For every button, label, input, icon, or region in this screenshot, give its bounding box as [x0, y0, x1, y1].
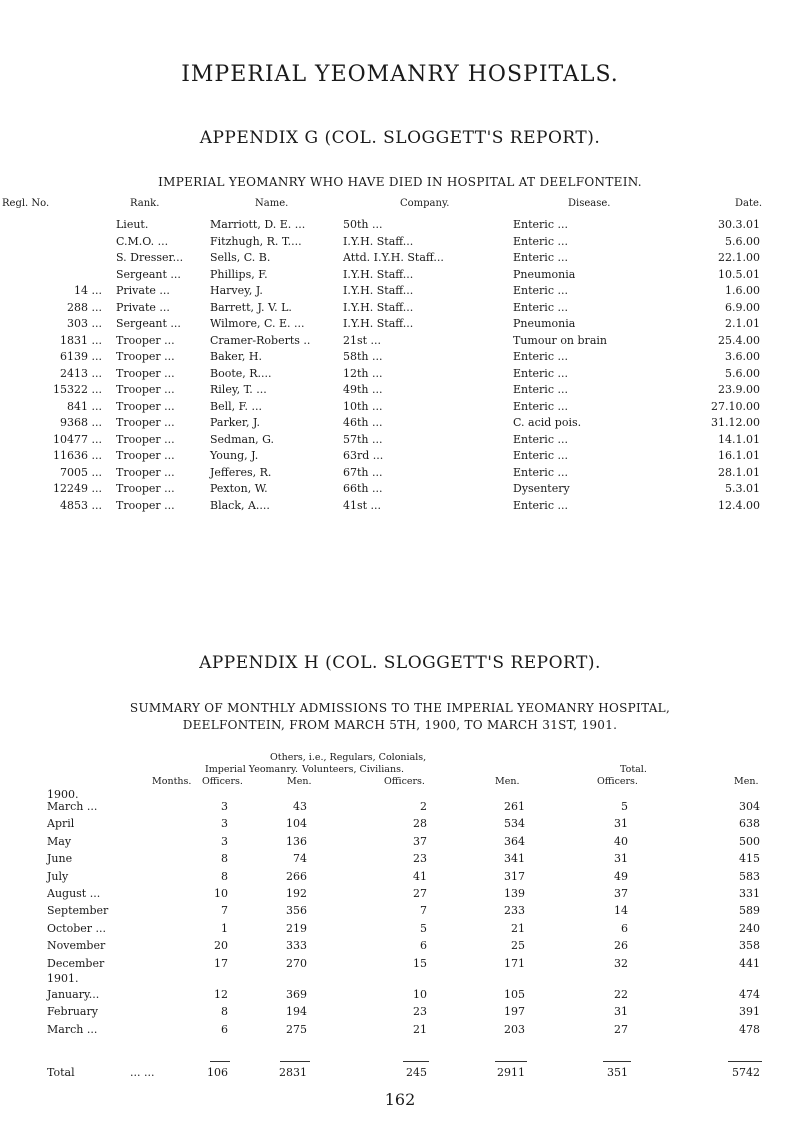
- header-others-officers: Officers.: [384, 776, 425, 787]
- cell-oth-men: 139: [504, 887, 525, 900]
- cell-tot-officers: 31: [614, 1005, 628, 1019]
- cell-imp-men: 356: [286, 904, 307, 918]
- year-1900-label: 1900.: [47, 788, 79, 801]
- cell-rank: Trooper ...: [116, 482, 175, 495]
- cell-name: Boote, R....: [210, 366, 272, 380]
- cell-disease: Dysentery: [513, 482, 570, 495]
- table-row: [0, 800, 800, 816]
- appendix-h-subheading-1: SUMMARY OF MONTHLY ADMISSIONS TO THE IMPERIAL YEOMANRY HOSPITAL,: [129, 701, 671, 715]
- cell-oth-officers: 41: [413, 869, 427, 883]
- cell-rank: Trooper ...: [116, 432, 175, 446]
- cell-date: 12.4.00: [718, 498, 760, 512]
- total-label: Total: [47, 1066, 75, 1079]
- cell-date: 3.6.00: [725, 350, 760, 363]
- cell-date: 31.12.00: [711, 416, 760, 429]
- page-title: IMPERIAL YEOMANRY HOSPITALS.: [181, 62, 619, 87]
- total-dots: ... ...: [130, 1066, 155, 1079]
- cell-imp-officers: 17: [214, 956, 228, 970]
- cell-name: Cramer-Roberts ..: [210, 333, 311, 347]
- cell-company: 66th ...: [343, 482, 383, 495]
- header-others-line1: Others, i.e., Regulars, Colonials,: [270, 752, 427, 763]
- cell-rank: Trooper ...: [116, 449, 175, 462]
- table-row: [0, 499, 800, 515]
- appendix-g-subheading: IMPERIAL YEOMANRY WHO HAVE DIED IN HOSPITAL AT DEELFONTEIN.: [158, 175, 642, 189]
- cell-imp-men: 192: [286, 887, 307, 900]
- table-row: [0, 852, 800, 868]
- cell-tot-officers: 5: [621, 800, 628, 813]
- total-rule-oth-men: [495, 1061, 527, 1062]
- cell-regl: 288 ...: [67, 300, 102, 314]
- header-total-men: Men.: [734, 776, 759, 787]
- table-row: [0, 317, 800, 333]
- table-row: [0, 235, 800, 251]
- cell-imp-men: 266: [286, 869, 307, 883]
- cell-date: 5.6.00: [725, 234, 760, 248]
- cell-month: May: [47, 834, 72, 848]
- cell-rank: Sergeant ...: [116, 317, 181, 330]
- table-row: [0, 251, 800, 267]
- cell-imp-men: 219: [286, 921, 307, 935]
- cell-company: I.Y.H. Staff...: [343, 267, 414, 281]
- cell-oth-men: 341: [504, 852, 525, 866]
- cell-tot-officers: 22: [614, 988, 628, 1001]
- cell-imp-men: 43: [293, 800, 307, 813]
- cell-name: Pexton, W.: [210, 482, 268, 495]
- cell-company: 57th ...: [343, 432, 383, 446]
- cell-imp-men: 369: [286, 988, 307, 1001]
- cell-company: 12th ...: [343, 366, 383, 380]
- cell-imp-men: 136: [286, 834, 307, 848]
- header-others-men: Men.: [495, 776, 520, 787]
- cell-tot-men: 589: [739, 904, 760, 918]
- cell-company: 49th ...: [343, 383, 383, 396]
- cell-oth-officers: 23: [413, 1005, 427, 1019]
- table-row: [0, 835, 800, 851]
- table-row: [0, 904, 800, 920]
- cell-oth-men: 197: [504, 1005, 525, 1019]
- cell-disease: Enteric ...: [513, 234, 568, 248]
- cell-rank: S. Dresser...: [116, 251, 184, 264]
- cell-disease: Enteric ...: [513, 284, 568, 297]
- cell-tot-men: 638: [739, 817, 760, 831]
- cell-imp-officers: 20: [214, 939, 228, 953]
- cell-company: I.Y.H. Staff...: [343, 234, 414, 248]
- cell-tot-officers: 26: [614, 939, 628, 953]
- cell-imp-men: 74: [293, 852, 307, 866]
- cell-disease: Enteric ...: [513, 449, 568, 462]
- cell-imp-men: 275: [286, 1022, 307, 1036]
- cell-name: Sells, C. B.: [210, 251, 271, 264]
- cell-tot-men: 415: [739, 852, 760, 866]
- cell-company: I.Y.H. Staff...: [343, 317, 414, 330]
- cell-company: 50th ...: [343, 218, 383, 231]
- cell-tot-men: 391: [739, 1005, 760, 1019]
- cell-date: 22.1.00: [718, 251, 760, 264]
- total-rule-oth-officers: [403, 1061, 429, 1062]
- cell-date: 5.3.01: [725, 482, 760, 495]
- cell-disease: Enteric ...: [513, 383, 568, 396]
- cell-oth-officers: 5: [420, 921, 427, 935]
- cell-oth-men: 105: [504, 988, 525, 1001]
- cell-rank: Trooper ...: [116, 465, 175, 479]
- cell-company: 21st ...: [343, 333, 382, 347]
- cell-name: Marriott, D. E. ...: [210, 218, 306, 231]
- cell-imp-men: 194: [286, 1005, 307, 1019]
- cell-name: Phillips, F.: [210, 267, 268, 281]
- col-header-company: Company.: [400, 198, 450, 209]
- total-rule-tot-officers: [603, 1061, 631, 1062]
- cell-oth-officers: 21: [413, 1022, 427, 1036]
- cell-tot-officers: 6: [621, 921, 628, 935]
- cell-company: 63rd ...: [343, 449, 384, 462]
- cell-date: 25.4.00: [718, 333, 760, 347]
- cell-date: 1.6.00: [725, 284, 760, 297]
- cell-date: 16.1.01: [718, 449, 760, 462]
- cell-rank: Trooper ...: [116, 350, 175, 363]
- cell-tot-officers: 14: [614, 904, 628, 918]
- total-imp-officers: 106: [207, 1066, 228, 1079]
- total-tot-officers: 351: [607, 1066, 628, 1079]
- cell-regl: 10477 ...: [53, 432, 102, 446]
- cell-company: I.Y.H. Staff...: [343, 300, 414, 314]
- cell-disease: Enteric ...: [513, 465, 568, 479]
- table-row: [0, 939, 800, 955]
- cell-disease: Tumour on brain: [513, 333, 607, 347]
- table-row: [0, 301, 800, 317]
- total-tot-men: 5742: [732, 1066, 760, 1079]
- cell-name: Sedman, G.: [210, 432, 275, 446]
- cell-tot-men: 441: [739, 956, 760, 970]
- cell-imp-officers: 3: [221, 817, 228, 831]
- table-row: [0, 334, 800, 350]
- cell-name: Harvey, J.: [210, 284, 263, 297]
- cell-disease: Enteric ...: [513, 218, 568, 231]
- table-row: [0, 416, 800, 432]
- cell-tot-officers: 37: [614, 887, 628, 900]
- cell-rank: Sergeant ...: [116, 267, 181, 281]
- cell-disease: Enteric ...: [513, 300, 568, 314]
- cell-date: 27.10.00: [711, 399, 760, 413]
- cell-date: 30.3.01: [718, 218, 760, 231]
- total-rule-imp-men: [280, 1061, 310, 1062]
- cell-company: 10th ...: [343, 399, 383, 413]
- cell-oth-men: 203: [504, 1022, 525, 1036]
- table-row: [0, 350, 800, 366]
- table-row: [0, 268, 800, 284]
- cell-name: Bell, F. ...: [210, 399, 263, 413]
- cell-rank: Trooper ...: [116, 399, 175, 413]
- cell-name: Wilmore, C. E. ...: [210, 317, 305, 330]
- cell-month: February: [47, 1005, 98, 1019]
- header-others-line2: Volunteers, Civilians.: [302, 764, 404, 775]
- cell-tot-officers: 49: [614, 869, 628, 883]
- cell-company: Attd. I.Y.H. Staff...: [343, 251, 444, 264]
- cell-rank: Private ...: [116, 300, 170, 314]
- cell-oth-men: 317: [504, 869, 525, 883]
- cell-tot-men: 331: [739, 887, 760, 900]
- cell-rank: Trooper ...: [116, 366, 175, 380]
- cell-imp-officers: 6: [221, 1022, 228, 1036]
- cell-date: 23.9.00: [718, 383, 760, 396]
- cell-oth-men: 25: [511, 939, 525, 953]
- cell-oth-officers: 2: [420, 800, 427, 813]
- table-row: [0, 817, 800, 833]
- cell-tot-men: 478: [739, 1022, 760, 1036]
- cell-regl: 14 ...: [74, 284, 102, 297]
- cell-imp-officers: 3: [221, 800, 228, 813]
- cell-month: January...: [47, 988, 100, 1001]
- table-row: [0, 284, 800, 300]
- cell-name: Barrett, J. V. L.: [210, 300, 292, 314]
- cell-imp-officers: 8: [221, 869, 228, 883]
- cell-disease: Enteric ...: [513, 399, 568, 413]
- cell-disease: Pneumonia: [513, 267, 576, 281]
- cell-rank: Trooper ...: [116, 383, 175, 396]
- cell-date: 10.5.01: [718, 267, 760, 281]
- cell-imp-men: 270: [286, 956, 307, 970]
- cell-tot-men: 500: [739, 834, 760, 848]
- cell-month: March ...: [47, 800, 98, 813]
- cell-oth-officers: 28: [413, 817, 427, 831]
- table-row: [0, 449, 800, 465]
- cell-imp-officers: 8: [221, 852, 228, 866]
- cell-month: March ...: [47, 1022, 98, 1036]
- cell-tot-officers: 27: [614, 1022, 628, 1036]
- cell-oth-officers: 6: [420, 939, 427, 953]
- table-row: [0, 218, 800, 234]
- col-header-date: Date.: [735, 198, 763, 209]
- cell-name: Baker, H.: [210, 350, 262, 363]
- header-months: Months.: [152, 776, 192, 787]
- cell-tot-officers: 40: [614, 834, 628, 848]
- table-row: [0, 922, 800, 938]
- cell-rank: Trooper ...: [116, 333, 175, 347]
- table-row: [0, 367, 800, 383]
- appendix-h-heading: APPENDIX H (COL. SLOGGETT'S REPORT).: [199, 653, 601, 673]
- cell-oth-officers: 37: [413, 834, 427, 848]
- total-row: [0, 1066, 800, 1082]
- total-oth-officers: 245: [406, 1066, 427, 1079]
- cell-regl: 11636 ...: [53, 449, 102, 462]
- cell-rank: C.M.O. ...: [116, 234, 169, 248]
- cell-month: November: [47, 939, 106, 953]
- cell-oth-officers: 10: [413, 988, 427, 1001]
- cell-company: I.Y.H. Staff...: [343, 284, 414, 297]
- cell-imp-officers: 12: [214, 988, 228, 1001]
- cell-regl: 2413 ...: [60, 366, 102, 380]
- cell-tot-men: 358: [739, 939, 760, 953]
- cell-regl: 6139 ...: [60, 350, 102, 363]
- col-header-disease: Disease.: [568, 198, 611, 209]
- cell-date: 2.1.01: [725, 317, 760, 330]
- table-row: [0, 1023, 800, 1039]
- total-imp-men: 2831: [279, 1066, 307, 1079]
- table-row: [0, 482, 800, 498]
- cell-month: October ...: [47, 921, 107, 935]
- header-total-officers: Officers.: [597, 776, 638, 787]
- cell-regl: 4853 ...: [60, 498, 102, 512]
- cell-disease: C. acid pois.: [513, 416, 582, 429]
- cell-oth-men: 534: [504, 817, 525, 831]
- cell-oth-officers: 15: [413, 956, 427, 970]
- cell-regl: 303 ...: [67, 317, 102, 330]
- cell-month: July: [47, 869, 69, 883]
- header-imperial-officers: Officers.: [202, 776, 243, 787]
- cell-company: 58th ...: [343, 350, 383, 363]
- cell-date: 28.1.01: [718, 465, 760, 479]
- total-oth-men: 2911: [497, 1066, 525, 1079]
- cell-rank: Lieut.: [116, 218, 149, 231]
- cell-disease: Enteric ...: [513, 366, 568, 380]
- total-rule-tot-men: [728, 1061, 762, 1062]
- cell-oth-officers: 27: [413, 887, 427, 900]
- cell-company: 46th ...: [343, 416, 383, 429]
- cell-rank: Trooper ...: [116, 498, 175, 512]
- cell-date: 5.6.00: [725, 366, 760, 380]
- cell-imp-officers: 10: [214, 887, 228, 900]
- cell-oth-men: 233: [504, 904, 525, 918]
- cell-name: Riley, T. ...: [210, 383, 267, 396]
- cell-tot-officers: 31: [614, 817, 628, 831]
- cell-month: September: [47, 904, 109, 918]
- cell-date: 14.1.01: [718, 432, 760, 446]
- cell-oth-men: 364: [504, 834, 525, 848]
- cell-month: June: [47, 852, 73, 866]
- cell-imp-officers: 3: [221, 834, 228, 848]
- cell-month: December: [47, 956, 105, 970]
- cell-month: April: [47, 817, 75, 831]
- appendix-g-heading: APPENDIX G (COL. SLOGGETT'S REPORT).: [199, 128, 601, 148]
- cell-name: Black, A....: [210, 498, 270, 512]
- col-header-rank: Rank.: [130, 198, 160, 209]
- cell-regl: 12249 ...: [53, 482, 102, 495]
- cell-regl: 841 ...: [67, 399, 102, 413]
- table-row: [0, 870, 800, 886]
- cell-disease: Enteric ...: [513, 498, 568, 512]
- cell-imp-officers: 1: [221, 921, 228, 935]
- cell-disease: Enteric ...: [513, 251, 568, 264]
- cell-oth-men: 261: [504, 800, 525, 813]
- cell-regl: 7005 ...: [60, 465, 102, 479]
- cell-oth-officers: 7: [420, 904, 427, 918]
- cell-disease: Pneumonia: [513, 317, 576, 330]
- cell-oth-men: 21: [511, 921, 525, 935]
- cell-regl: 9368 ...: [60, 416, 102, 429]
- cell-disease: Enteric ...: [513, 350, 568, 363]
- header-total: Total.: [620, 764, 647, 775]
- table-row: [0, 1005, 800, 1021]
- cell-rank: Trooper ...: [116, 416, 175, 429]
- cell-tot-men: 240: [739, 921, 760, 935]
- page-number: 162: [384, 1090, 416, 1109]
- cell-oth-officers: 23: [413, 852, 427, 866]
- cell-tot-officers: 31: [614, 852, 628, 866]
- table-row: [0, 466, 800, 482]
- cell-tot-men: 474: [739, 988, 760, 1001]
- cell-name: Jefferes, R.: [210, 465, 272, 479]
- cell-oth-men: 171: [504, 956, 525, 970]
- cell-company: 67th ...: [343, 465, 383, 479]
- table-row: [0, 887, 800, 903]
- cell-tot-officers: 32: [614, 956, 628, 970]
- cell-tot-men: 304: [739, 800, 760, 813]
- cell-imp-men: 104: [286, 817, 307, 831]
- table-row: [0, 988, 800, 1004]
- table-row: [0, 433, 800, 449]
- col-header-name: Name.: [255, 198, 289, 209]
- cell-imp-officers: 8: [221, 1005, 228, 1019]
- appendix-h-subheading-2: DEELFONTEIN, FROM MARCH 5TH, 1900, TO MARCH 31ST, 1901.: [182, 718, 618, 732]
- table-row: [0, 400, 800, 416]
- cell-rank: Private ...: [116, 284, 170, 297]
- cell-name: Parker, J.: [210, 416, 260, 429]
- cell-name: Fitzhugh, R. T....: [210, 234, 302, 248]
- header-imperial: Imperial Yeomanry.: [205, 764, 299, 775]
- cell-month: August ...: [47, 887, 101, 900]
- cell-regl: 15322 ...: [53, 383, 102, 396]
- cell-date: 6.9.00: [725, 300, 760, 314]
- table-row: [0, 957, 800, 973]
- cell-company: 41st ...: [343, 498, 382, 512]
- total-rule-imp-officers: [210, 1061, 230, 1062]
- table-row: [0, 383, 800, 399]
- cell-imp-officers: 7: [221, 904, 228, 918]
- cell-regl: 1831 ...: [60, 333, 102, 347]
- header-imperial-men: Men.: [287, 776, 312, 787]
- year-1901-label: 1901.: [47, 972, 79, 985]
- cell-disease: Enteric ...: [513, 432, 568, 446]
- cell-tot-men: 583: [739, 869, 760, 883]
- cell-imp-men: 333: [286, 939, 307, 953]
- cell-name: Young, J.: [210, 449, 259, 462]
- col-header-regl: Regl. No.: [2, 198, 50, 209]
